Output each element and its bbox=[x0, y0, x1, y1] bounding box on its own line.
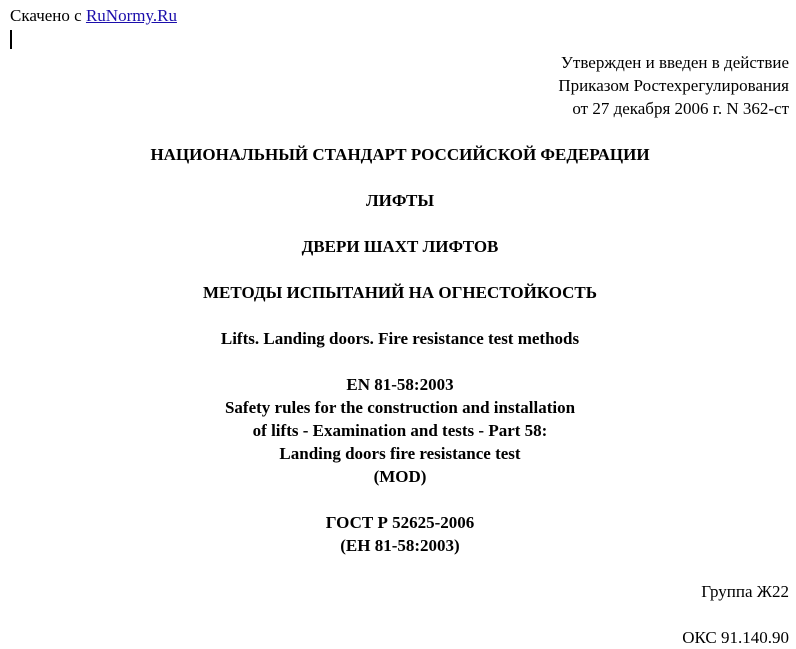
en-code: EN 81-58:2003 bbox=[346, 375, 454, 394]
modification-label: (MOD) bbox=[373, 467, 427, 486]
source-link[interactable]: RuNormy.Ru bbox=[85, 6, 177, 25]
en-title-line-1: Safety rules for the construction and installation bbox=[224, 398, 576, 417]
oks-code: ОКС 91.140.90 bbox=[682, 628, 789, 647]
download-source-line bbox=[10, 6, 177, 26]
test-methods-heading: МЕТОДЫ ИСПЫТАНИЙ НА ОГНЕСТОЙКОСТЬ bbox=[203, 283, 597, 302]
downloaded-from-label: Скачено с bbox=[10, 6, 82, 25]
lifts-heading: ЛИФТЫ bbox=[365, 191, 435, 210]
gost-block bbox=[0, 511, 796, 557]
en-reference-block bbox=[0, 373, 796, 488]
text-cursor bbox=[10, 30, 12, 49]
approval-line-1: Утвержден и введен в действие bbox=[560, 53, 789, 72]
approval-line-3: от 27 декабря 2006 г. N 362-ст bbox=[572, 99, 789, 118]
approval-block bbox=[558, 51, 789, 120]
national-standard-heading: НАЦИОНАЛЬНЫЙ СТАНДАРТ РОССИЙСКОЙ ФЕДЕРАЦИИ bbox=[150, 145, 650, 164]
gost-equivalent: (ЕН 81-58:2003) bbox=[340, 536, 460, 555]
en-title-line-2: of lifts - Examination and tests - Part 58: bbox=[252, 421, 548, 440]
approval-line-2: Приказом Ростехрегулирования bbox=[558, 76, 789, 95]
en-title-line-3: Landing doors fire resistance test bbox=[279, 444, 521, 463]
english-title: Lifts. Landing doors. Fire resistance test methods bbox=[220, 329, 580, 348]
gost-code: ГОСТ Р 52625-2006 bbox=[325, 513, 475, 532]
group-label: Группа Ж22 bbox=[701, 582, 789, 601]
landing-doors-heading: ДВЕРИ ШАХТ ЛИФТОВ bbox=[301, 237, 499, 256]
